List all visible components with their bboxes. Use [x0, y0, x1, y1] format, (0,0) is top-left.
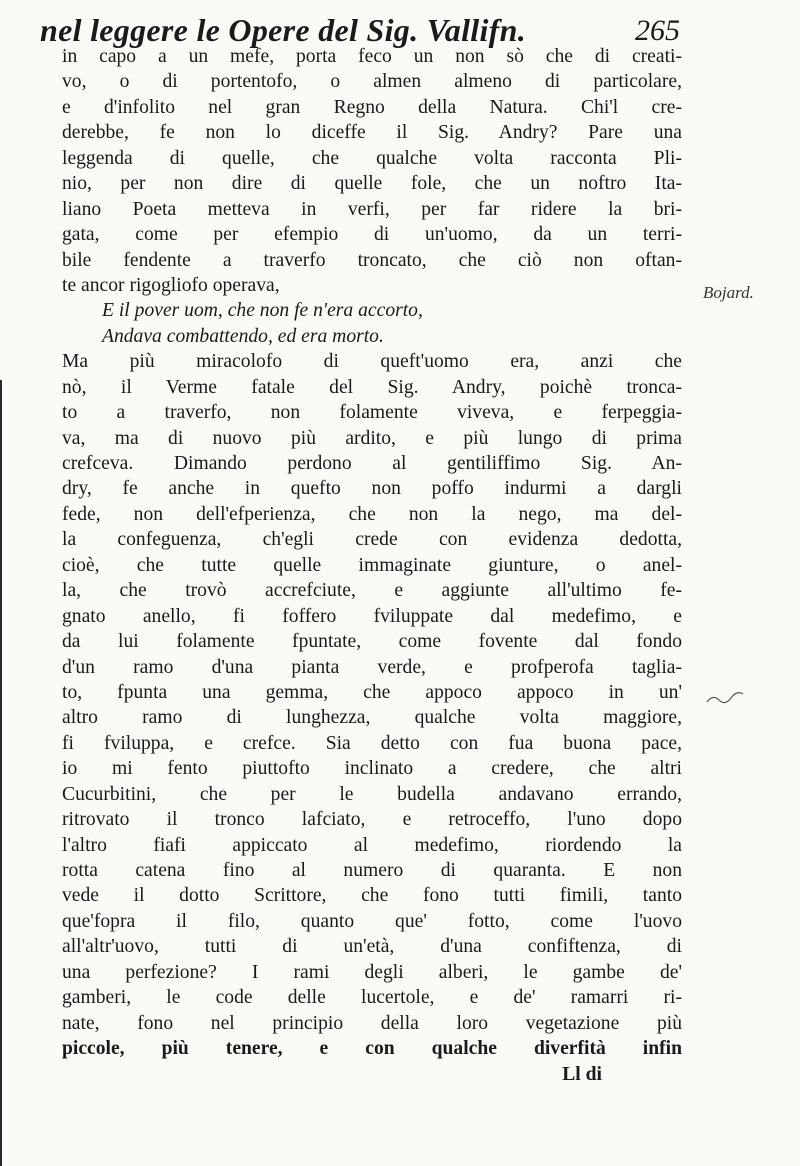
- text-line: Cucurbitini, che per le budella andavano errando,: [62, 783, 682, 805]
- text-line: in capo a un mefe, porta feco un non sò che di creati-: [62, 46, 682, 67]
- page-edge-shadow: [0, 380, 6, 1166]
- text-line: vede il dotto Scrittore, che fono tutti fimili, tanto: [62, 885, 682, 907]
- text-line: rotta catena fino al numero di quaranta. E non: [62, 860, 682, 881]
- text-line: nio, per non dire di quelle fole, che un noftro Ita-: [62, 173, 682, 195]
- text-line: fede, non dell'efperienza, che non la nego, ma del-: [62, 503, 682, 525]
- text-line: altro ramo di lunghezza, qualche volta maggiore,: [62, 707, 682, 729]
- text-line: to a traverfo, non folamente viveva, e ferpeggia-: [62, 402, 682, 424]
- body-text: [62, 44, 682, 1087]
- text-line: gamberi, le code delle lucertole, e de' ramarri ri-: [62, 987, 682, 1009]
- text-line: una perfezione? I rami degli alberi, le gambe de': [62, 961, 682, 983]
- text-line: ritrovato il tronco lafciato, e retroceffo, l'uno dopo: [62, 809, 682, 831]
- text-line: nò, il Verme fatale del Sig. Andry, poichè tronca-: [62, 376, 682, 398]
- text-line: te ancor rigogliofo operava,: [62, 274, 280, 296]
- text-line: l'altro fiafi appiccato al medefimo, riordendo la: [62, 834, 682, 856]
- text-line: leggenda di quelle, che qualche volta racconta Pli-: [62, 147, 682, 169]
- ink-squiggle-mark: [705, 688, 745, 708]
- text-line: liano Poeta metteva in verfi, per far ridere la bri-: [62, 198, 682, 220]
- text-line: la confeguenza, ch'egli crede con evidenza dedotta,: [62, 529, 682, 551]
- text-line: to, fpunta una gemma, che appoco appoco in un': [62, 681, 682, 703]
- running-title: nel leggere le Opere del Sig. Vallifn.: [40, 12, 527, 48]
- text-line: nate, fono nel principio della loro vegetazione più: [62, 1012, 682, 1034]
- margin-note: Bojard.: [703, 283, 754, 302]
- text-line: vo, o di portentofo, o almen almeno di particolare,: [62, 71, 682, 93]
- page-number: 265: [635, 14, 680, 47]
- text-line: d'un ramo d'una pianta verde, e profperofa taglia-: [62, 656, 682, 678]
- text-line: Ma più miracolofo di queft'uomo era, anzi che: [62, 351, 682, 373]
- text-line: va, ma di nuovo più ardito, e più lungo di prima: [62, 427, 682, 449]
- text-line: io mi fento piuttofto inclinato a credere, che altri: [62, 758, 682, 780]
- text-line: que'fopra il filo, quanto que' fotto, come l'uovo: [62, 910, 682, 932]
- text-line: all'altr'uovo, tutti di un'età, d'una confiftenza, di: [62, 936, 682, 958]
- verse-line: Andava combattendo, ed era morto.: [102, 325, 384, 347]
- text-line: piccole, più tenere, e con qualche diverfità infin: [62, 1038, 682, 1060]
- text-line: e d'infolito nel gran Regno della Natura. Chi'l cre-: [62, 96, 682, 118]
- text-line: bile fendente a traverfo troncato, che ciò non oftan-: [62, 249, 682, 271]
- text-line: la, che trovò accrefciute, e aggiunte all'ultimo fe-: [62, 580, 682, 602]
- text-line: dry, fe anche in quefto non poffo indurmi a dargli: [62, 478, 682, 500]
- text-line: gata, come per efempio di un'uomo, da un terri-: [62, 224, 682, 246]
- text-line: cioè, che tutte quelle immaginate giunture, o anel-: [62, 554, 682, 576]
- text-line: fi fviluppa, e crefce. Sia detto con fua buona pace,: [62, 732, 682, 754]
- text-line: crefceva. Dimando perdono al gentiliffimo Sig. An-: [62, 453, 682, 474]
- text-line: da lui folamente fpuntate, come fovente dal fondo: [62, 631, 682, 653]
- verse-line: E il pover uom, che non fe n'era accorto,: [102, 300, 423, 322]
- text-line: gnato anello, fi foffero fviluppate dal medefimo, e: [62, 605, 682, 627]
- text-line: derebbe, fe non lo diceffe il Sig. Andry? Pare una: [62, 122, 682, 144]
- signature-catchword-line: Ll di: [562, 1063, 602, 1085]
